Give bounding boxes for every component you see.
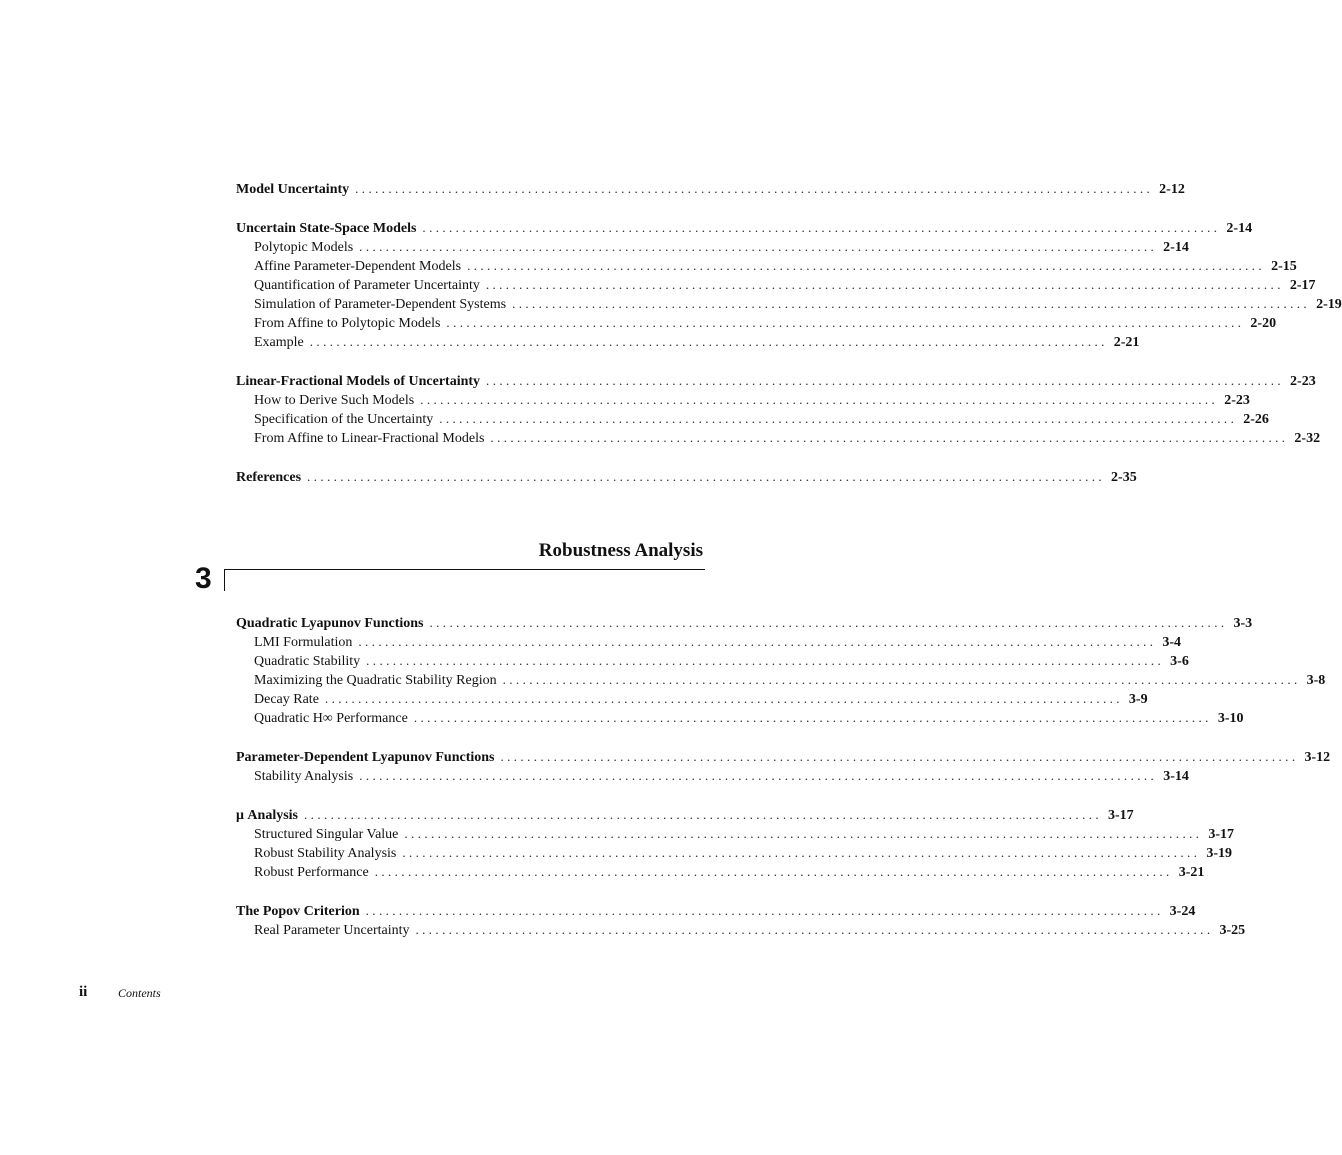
toc-dot-leader: ........................................................................................................................ [490, 430, 1289, 445]
toc-entry-title: Structured Singular Value [254, 827, 399, 842]
toc-entry-page: 2-23 [1224, 393, 1250, 408]
toc-entry-title: Uncertain State-Space Models [236, 221, 417, 236]
toc-subsection-entry[interactable] [236, 689, 1148, 708]
toc-entry-page: 3-21 [1178, 865, 1205, 880]
toc-entry-page: 2-23 [1290, 374, 1316, 389]
toc-section-heading[interactable] [236, 805, 1134, 824]
toc-dot-leader: ........................................................................................................................ [359, 768, 1158, 783]
toc-entry-title: Quadratic H∞ Performance [254, 711, 408, 726]
chapter-2-toc [236, 179, 1342, 486]
toc-section [236, 179, 1185, 198]
toc-entry-page: 3-12 [1304, 750, 1331, 765]
toc-subsection-entry[interactable] [236, 409, 1269, 428]
toc-entry-title: From Affine to Linear-Fractional Models [254, 431, 485, 446]
toc-entry-page: 3-3 [1233, 616, 1253, 631]
toc-entry-page: 2-26 [1243, 412, 1269, 427]
toc-subsection-entry[interactable] [236, 390, 1250, 409]
toc-entry-page: 3-10 [1217, 711, 1244, 726]
toc-dot-leader: ........................................................................................................................ [374, 864, 1173, 879]
toc-entry-page: 2-32 [1294, 431, 1321, 446]
toc-dot-leader: ........................................................................................................................ [366, 653, 1165, 668]
toc-entry-page: 3-14 [1163, 769, 1189, 784]
toc-entry-page: 2-14 [1226, 221, 1253, 236]
toc-subsection-entry[interactable] [236, 670, 1326, 689]
toc-subsection-entry[interactable] [236, 651, 1189, 670]
toc-entry-title: Parameter-Dependent Lyapunov Functions [236, 750, 495, 765]
toc-entry-title: Real Parameter Uncertainty [254, 923, 410, 938]
toc-dot-leader: ........................................................................................................................ [415, 922, 1214, 937]
toc-entry-page: 3-19 [1206, 846, 1233, 861]
toc-dot-leader: ........................................................................................................................ [355, 181, 1154, 196]
toc-entry-title: Stability Analysis [254, 769, 354, 784]
toc-entry-page: 3-6 [1170, 654, 1189, 669]
toc-entry-page: 2-19 [1316, 297, 1342, 312]
toc-dot-leader: ........................................................................................................................ [467, 258, 1266, 273]
toc-dot-leader: ........................................................................................................................ [365, 903, 1164, 918]
toc-entry-page: 3-25 [1219, 923, 1246, 938]
toc-dot-leader: ........................................................................................................................ [439, 411, 1238, 426]
toc-entry-title: LMI Formulation [254, 635, 353, 650]
toc-dot-leader: ........................................................................................................................ [420, 392, 1219, 407]
toc-entry-title: Linear-Fractional Models of Uncertainty [236, 374, 481, 389]
toc-subsection-entry[interactable] [236, 256, 1297, 275]
toc-section-heading[interactable] [236, 467, 1137, 486]
toc-dot-leader: ........................................................................................................................ [307, 469, 1106, 484]
toc-dot-leader: ........................................................................................................................ [485, 277, 1284, 292]
toc-entry-title: μ Analysis [236, 808, 299, 823]
toc-section [236, 901, 1246, 939]
chapter-3-toc [236, 613, 1331, 939]
toc-dot-leader: ........................................................................................................................ [358, 634, 1157, 649]
toc-dot-leader: ........................................................................................................................ [359, 239, 1158, 254]
toc-dot-leader: ........................................................................................................................ [422, 220, 1221, 235]
toc-subsection-entry[interactable] [236, 766, 1189, 785]
toc-dot-leader: ........................................................................................................................ [486, 373, 1285, 388]
toc-entry-page: 2-12 [1159, 182, 1185, 197]
running-footer-label: Contents [118, 986, 161, 1000]
toc-entry-title: Quantification of Parameter Uncertainty [254, 278, 480, 293]
toc-entry-title: Polytopic Models [254, 240, 354, 255]
chapter-number: 3 [195, 562, 212, 595]
toc-subsection-entry[interactable] [236, 843, 1233, 862]
toc-section [236, 467, 1137, 486]
toc-entry-page: 2-35 [1111, 470, 1137, 485]
toc-section [236, 613, 1326, 727]
toc-entry-title: Decay Rate [254, 692, 319, 707]
toc-section [236, 747, 1331, 785]
toc-entry-title: Simulation of Parameter-Dependent Systems [254, 297, 507, 312]
toc-dot-leader: ........................................................................................................................ [500, 749, 1299, 764]
chapter-rule [224, 569, 705, 570]
toc-dot-leader: ........................................................................................................................ [404, 826, 1203, 841]
page-number: ii [79, 984, 88, 1000]
toc-section-heading[interactable] [236, 901, 1196, 920]
toc-dot-leader: ........................................................................................................................ [304, 807, 1103, 822]
toc-subsection-entry[interactable] [236, 428, 1321, 447]
toc-entry-page: 3-9 [1128, 692, 1148, 707]
toc-entry-title: Maximizing the Quadratic Stability Region [254, 673, 497, 688]
toc-entry-title: From Affine to Polytopic Models [254, 316, 441, 331]
toc-subsection-entry[interactable] [236, 708, 1244, 727]
toc-entry-page: 3-17 [1108, 808, 1134, 823]
toc-entry-title: How to Derive Such Models [254, 393, 415, 408]
toc-entry-title: Specification of the Uncertainty [254, 412, 434, 427]
chapter-rule-tick [224, 569, 225, 591]
toc-section-heading[interactable] [236, 747, 1331, 766]
toc-subsection-entry[interactable] [236, 862, 1205, 881]
toc-dot-leader: ........................................................................................................................ [309, 334, 1108, 349]
toc-entry-page: 3-8 [1306, 673, 1326, 688]
toc-dot-leader: ........................................................................................................................ [413, 710, 1212, 725]
toc-section-heading[interactable] [236, 371, 1316, 390]
toc-subsection-entry[interactable] [236, 237, 1189, 256]
toc-dot-leader: ........................................................................................................................ [324, 691, 1123, 706]
toc-section-heading[interactable] [236, 179, 1185, 198]
toc-section [236, 218, 1342, 351]
toc-section-heading[interactable] [236, 613, 1253, 632]
toc-subsection-entry[interactable] [236, 920, 1246, 939]
toc-dot-leader: ........................................................................................................................ [429, 615, 1228, 630]
toc-section [236, 371, 1321, 447]
toc-dot-leader: ........................................................................................................................ [512, 296, 1311, 311]
toc-subsection-entry[interactable] [236, 632, 1182, 651]
toc-entry-title: Robust Stability Analysis [254, 846, 397, 861]
chapter-title: Robustness Analysis [538, 540, 703, 561]
toc-entry-title: References [236, 470, 302, 485]
toc-entry-title: Quadratic Stability [254, 654, 361, 669]
toc-section [236, 805, 1235, 881]
toc-entry-title: Quadratic Lyapunov Functions [236, 616, 424, 631]
toc-subsection-entry[interactable] [236, 294, 1342, 313]
toc-entry-page: 2-14 [1163, 240, 1189, 255]
toc-entry-title: Model Uncertainty [236, 182, 350, 197]
toc-entry-page: 2-17 [1289, 278, 1316, 293]
toc-entry-title: Example [254, 335, 304, 350]
toc-subsection-entry[interactable] [236, 332, 1140, 351]
toc-entry-title: The Popov Criterion [236, 904, 360, 919]
toc-dot-leader: ........................................................................................................................ [502, 672, 1301, 687]
toc-entry-page: 2-20 [1250, 316, 1277, 331]
toc-entry-title: Robust Performance [254, 865, 369, 880]
toc-entry-page: 2-21 [1113, 335, 1140, 350]
toc-subsection-entry[interactable] [236, 313, 1277, 332]
toc-subsection-entry[interactable] [236, 275, 1316, 294]
toc-dot-leader: ........................................................................................................................ [402, 845, 1201, 860]
toc-section-heading[interactable] [236, 218, 1253, 237]
toc-entry-title: Affine Parameter-Dependent Models [254, 259, 462, 274]
toc-dot-leader: ........................................................................................................................ [446, 315, 1245, 330]
toc-entry-page: 3-24 [1169, 904, 1196, 919]
toc-subsection-entry[interactable] [236, 824, 1235, 843]
toc-entry-page: 3-4 [1162, 635, 1182, 650]
toc-entry-page: 2-15 [1271, 259, 1297, 274]
toc-entry-page: 3-17 [1208, 827, 1235, 842]
